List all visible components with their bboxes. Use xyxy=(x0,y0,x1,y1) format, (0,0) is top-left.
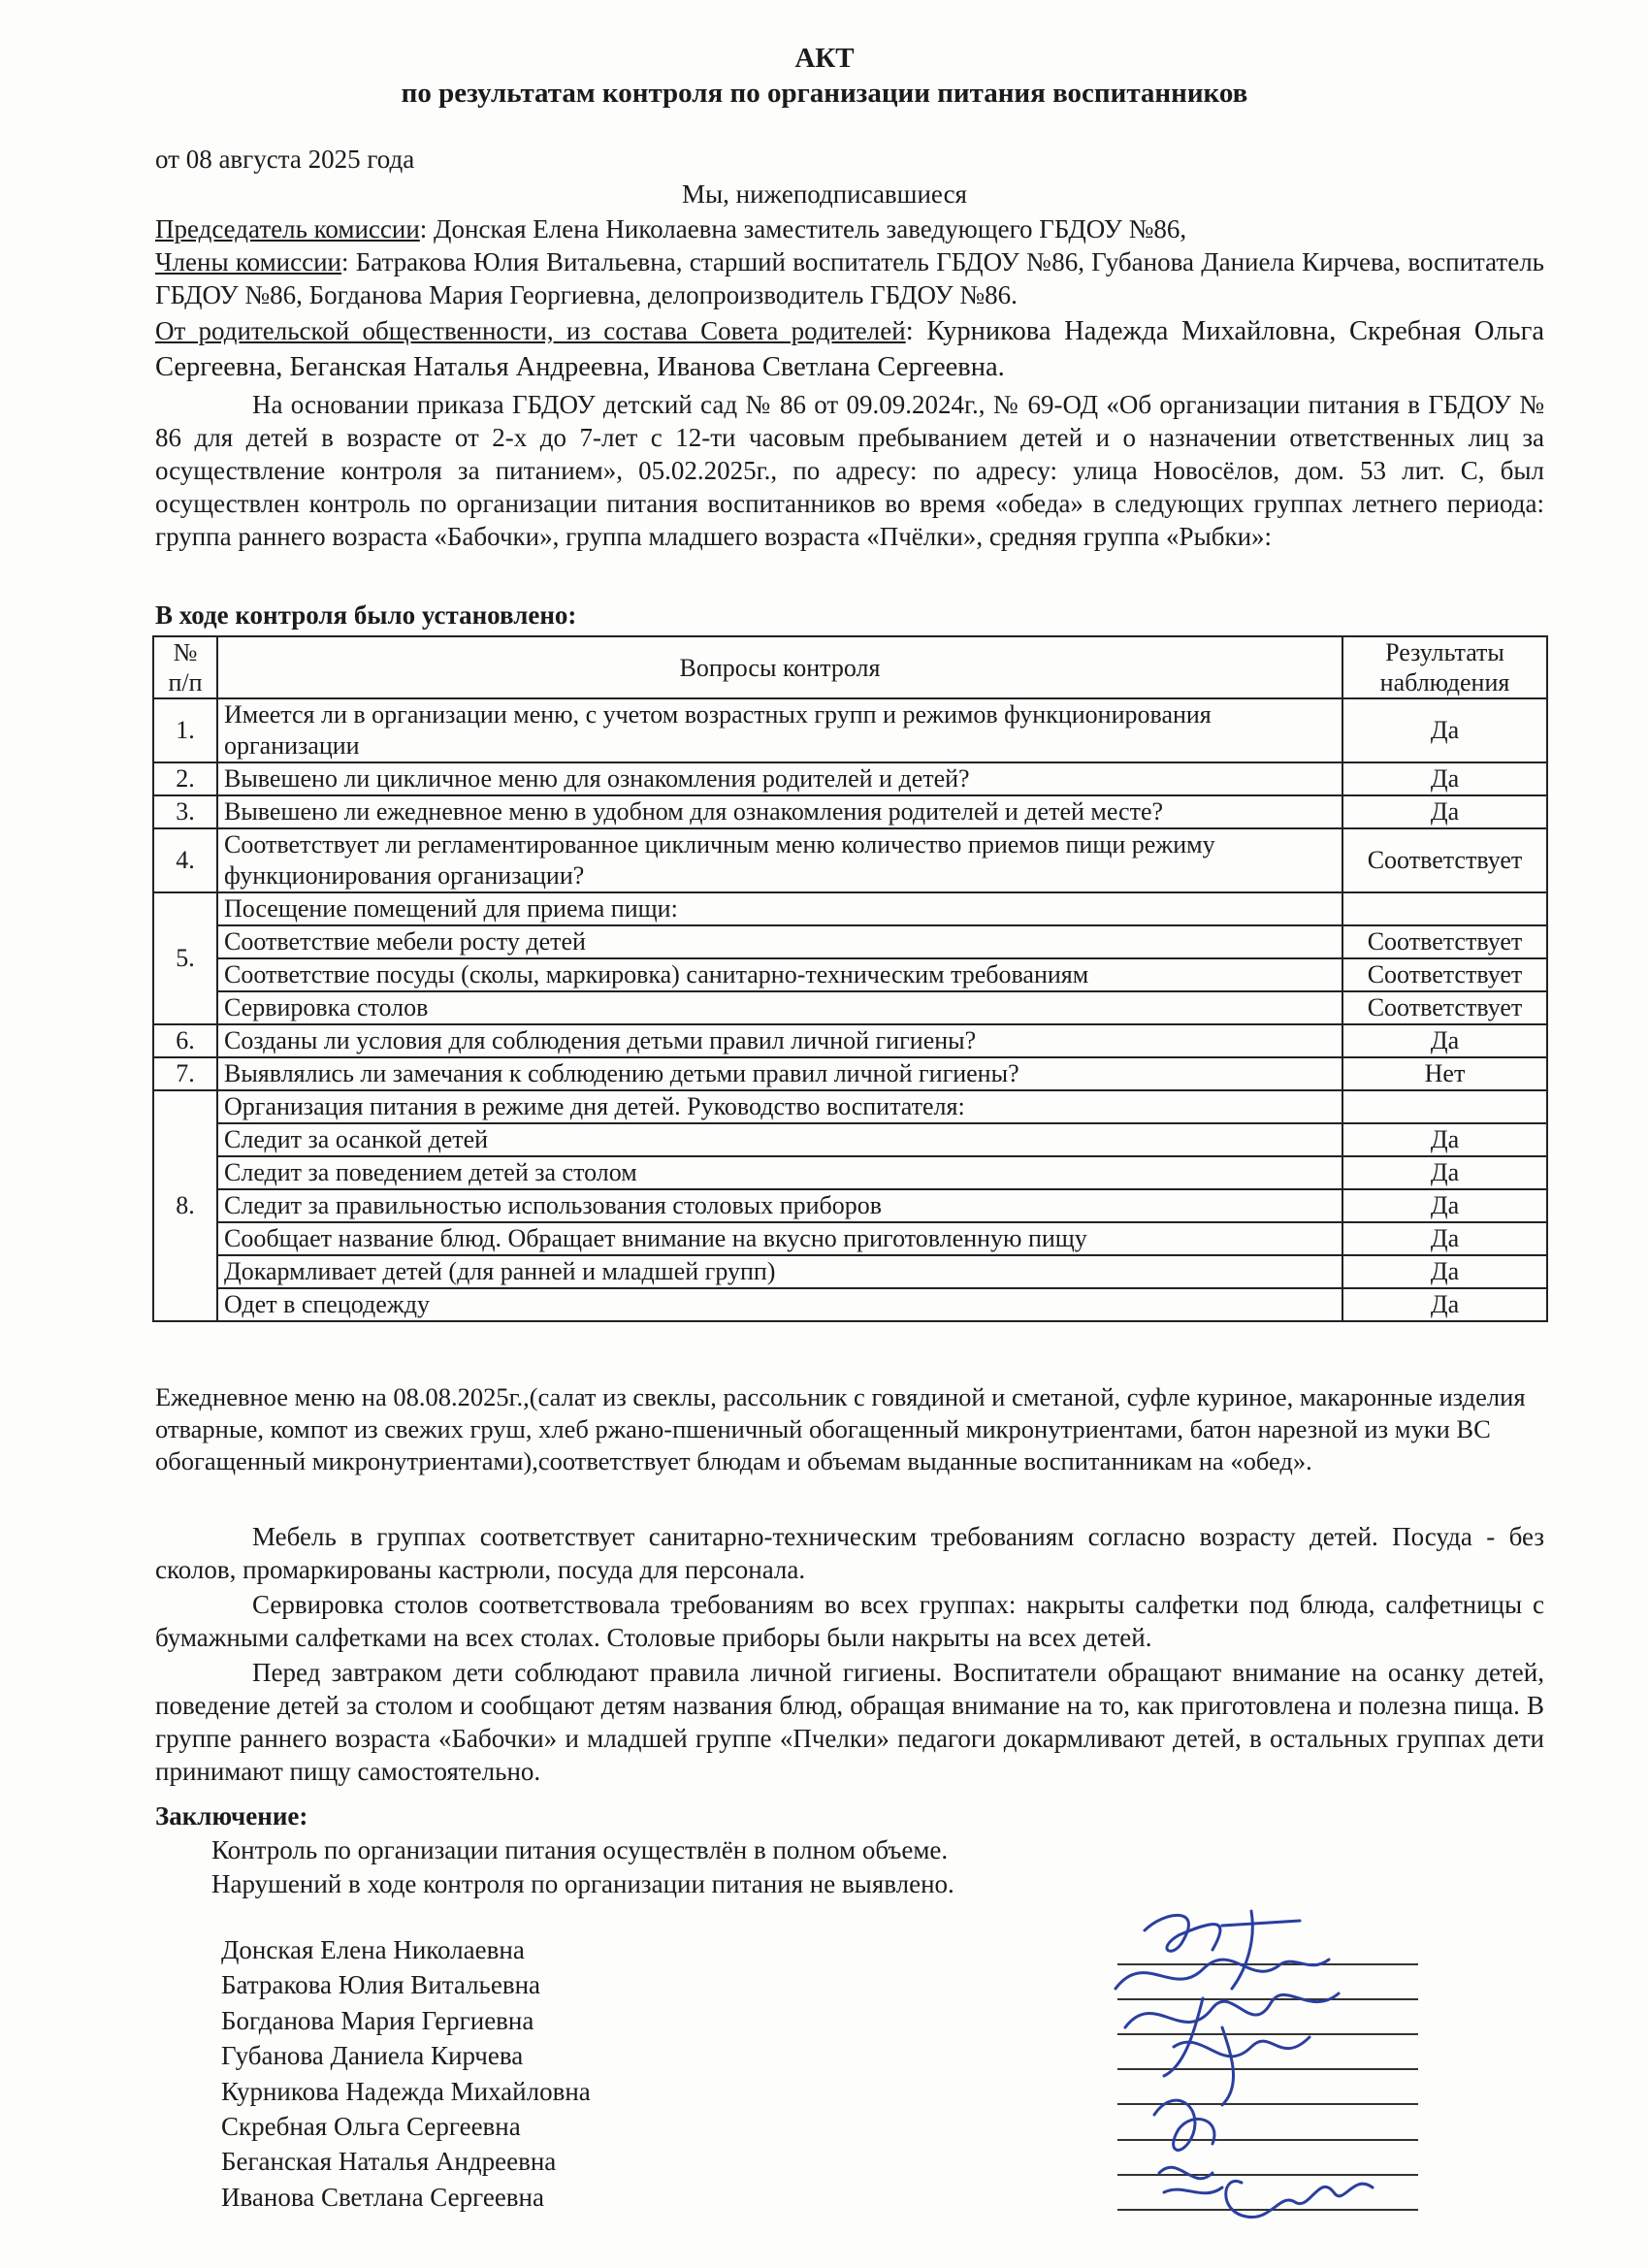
table-row xyxy=(153,1123,1547,1156)
parents-text: : Курникова Надежда Михайловна, Скребная Ольга Сергеевна, Беганская Наталья Андреевна, Иванова Светлана Сергеевна. xyxy=(155,316,1545,382)
chair-text: : Донская Елена Николаевна заместитель заведующего ГБДОУ №86, xyxy=(419,214,1187,243)
table-header-row xyxy=(153,636,1547,698)
table-row xyxy=(153,1024,1547,1057)
conclusion-text-1: Контроль по организации питания осуществлён в полном объеме. xyxy=(211,1835,949,1864)
furniture-paragraph: Мебель в группах соответствует санитарно-техническим требованиям согласно возрасту детей. Посуда - без сколов, промаркированы кастрюли, посуда для персонала. xyxy=(155,1522,1544,1584)
conclusion-text-2: Нарушений в ходе контроля по организации питания не выявлено. xyxy=(211,1869,954,1898)
signature-scribble xyxy=(1154,2100,1214,2150)
document-subtitle: по результатам контроля по организации питания воспитанников xyxy=(401,78,1248,109)
table-row xyxy=(153,892,1547,925)
parents-committee xyxy=(155,313,1544,385)
signature-scribble xyxy=(1116,1960,1329,1989)
row-question: Выявлялись ли замечания к соблюдению детьми правил личной гигиены? xyxy=(217,1057,1342,1090)
row-question: Одет в спецодежду xyxy=(217,1288,1342,1321)
row-question: Соответствие посуды (сколы, маркировка) санитарно-техническим требованиям xyxy=(217,958,1342,991)
signatory-name: Богданова Мария Гергиевна xyxy=(221,2005,534,2035)
row-question: Вывешено ли цикличное меню для ознакомления родителей и детей? xyxy=(217,762,1342,795)
row-question: Посещение помещений для приема пищи: xyxy=(217,892,1342,925)
signatory-name: Курникова Надежда Михайловна xyxy=(221,2076,591,2106)
row-result: Нет xyxy=(1342,1057,1547,1090)
chair-label: Председатель комиссии xyxy=(155,214,420,243)
row-num: 6. xyxy=(153,1024,217,1057)
signature-scribble xyxy=(1226,2181,1373,2217)
table-row xyxy=(153,991,1547,1024)
row-question: Сообщает название блюд. Обращает внимание на вкусно приготовленную пищу xyxy=(217,1222,1342,1255)
header-result: Результаты наблюдения xyxy=(1342,636,1547,698)
hygiene-paragraph: Перед завтраком дети соблюдают правила личной гигиены. Воспитатели обращают внимание на осанку детей, поведение детей за столом и сообщают детям названия блюд, обращая внимание на то, как приготовлена и полезна пища. В группе раннего возраста «Бабочки» и младшей группе «Пчелки» педагоги докармливают детей, в остальных группах дети принимают пищу самостоятельно. xyxy=(155,1658,1544,1786)
serving-paragraph: Сервировка столов соответствовала требованиям во всех группах: накрыты салфетки под блюда, салфетницы с бумажными салфетками на всех столах. Столовые приборы были накрыты на всех детей. xyxy=(155,1590,1544,1652)
row-num: 8. xyxy=(153,1090,217,1321)
row-num: 7. xyxy=(153,1057,217,1090)
table-row xyxy=(153,1288,1547,1321)
we-line: Мы, нижеподписавшиеся xyxy=(682,179,967,209)
table-row xyxy=(153,925,1547,958)
document-title: АКТ xyxy=(794,43,855,74)
signature-scribble xyxy=(1159,2167,1222,2193)
row-question: Созданы ли условия для соблюдения детьми правил личной гигиены? xyxy=(217,1024,1342,1057)
signatory-name: Губанова Даниела Кирчева xyxy=(221,2041,524,2071)
row-question: Соответствие мебели росту детей xyxy=(217,925,1342,958)
row-result: Да xyxy=(1342,1123,1547,1156)
signatory-name: Иванова Светлана Сергеевна xyxy=(221,2182,544,2212)
table-row xyxy=(153,1189,1547,1222)
signatory-name: Беганская Наталья Андреевна xyxy=(221,2147,557,2177)
table-row xyxy=(153,1090,1547,1123)
control-table xyxy=(152,635,1548,1322)
date-line: от 08 августа 2025 года xyxy=(155,145,415,174)
table-row xyxy=(153,795,1547,828)
signatory-name: Батракова Юлия Витальевна xyxy=(221,1970,541,2000)
row-question: Следит за осанкой детей xyxy=(217,1123,1342,1156)
row-question: Организация питания в режиме дня детей. Руководство воспитателя: xyxy=(217,1090,1342,1123)
table-row xyxy=(153,828,1547,892)
row-question: Следит за поведением детей за столом xyxy=(217,1156,1342,1189)
row-question: Имеется ли в организации меню, с учетом возрастных групп и режимов функционирования организации xyxy=(217,698,1342,762)
row-question: Следит за правильностью использования столовых приборов xyxy=(217,1189,1342,1222)
row-result: Соответствует xyxy=(1342,991,1547,1024)
table-row xyxy=(153,762,1547,795)
row-result: Соответствует xyxy=(1342,925,1547,958)
table-row xyxy=(153,698,1547,762)
row-result: Да xyxy=(1342,1255,1547,1288)
commission-members xyxy=(155,245,1544,311)
handwritten-signatures xyxy=(1086,1882,1436,2241)
row-question: Докармливает детей (для ранней и младшей групп) xyxy=(217,1255,1342,1288)
row-result: Да xyxy=(1342,698,1547,762)
established-heading: В ходе контроля было установлено: xyxy=(155,600,577,630)
row-result: Да xyxy=(1342,1024,1547,1057)
row-result: Да xyxy=(1342,762,1547,795)
row-result xyxy=(1342,892,1547,925)
row-result: Соответствует xyxy=(1342,958,1547,991)
row-result: Да xyxy=(1342,795,1547,828)
table-row xyxy=(153,1222,1547,1255)
header-question: Вопросы контроля xyxy=(217,636,1342,698)
table-row xyxy=(153,1057,1547,1090)
row-result: Да xyxy=(1342,1288,1547,1321)
row-num: 5. xyxy=(153,892,217,1024)
row-result: Да xyxy=(1342,1222,1547,1255)
row-question: Соответствует ли регламентированное цикличным меню количество приемов пищи режиму функционирования организации? xyxy=(217,828,1342,892)
row-num: 1. xyxy=(153,698,217,762)
row-result: Да xyxy=(1342,1156,1547,1189)
row-num: 4. xyxy=(153,828,217,892)
row-result: Соответствует xyxy=(1342,828,1547,892)
row-num: 2. xyxy=(153,762,217,795)
parents-label: От родительской общественности, из состава Совета родителей xyxy=(155,316,906,345)
row-result: Да xyxy=(1342,1189,1547,1222)
row-question: Сервировка столов xyxy=(217,991,1342,1024)
signature-scribble xyxy=(1174,2027,1310,2105)
commission-chair xyxy=(155,212,1186,245)
row-num: 3. xyxy=(153,795,217,828)
menu-paragraph: Ежедневное меню на 08.08.2025г.,(салат из свеклы, рассольник с говядиной и сметаной, суфле куриное, макаронные изделия отварные, компот из свежих груш, хлеб ржано-пшеничный обогащенный микронутриентами, батон нарезной из муки ВС обогащенный микронутриентами),соответствует блюдам и объемам выданные воспитанникам на «обед». xyxy=(155,1382,1526,1475)
table-row xyxy=(153,1156,1547,1189)
row-question: Вывешено ли ежедневное меню в удобном для ознакомления родителей и детей месте? xyxy=(217,795,1342,828)
conclusion-heading: Заключение: xyxy=(155,1801,308,1831)
members-text: : Батракова Юлия Витальевна, старший воспитатель ГБДОУ №86, Губанова Даниела Кирчева, воспитатель ГБДОУ №86, Богданова Мария Георгиевна, делопроизводитель ГБДОУ №86. xyxy=(155,247,1544,309)
row-result xyxy=(1342,1090,1547,1123)
members-label: Члены комиссии xyxy=(155,247,341,276)
signatories-list xyxy=(221,1932,591,2215)
signatory-name: Скребная Ольга Сергеевна xyxy=(221,2112,521,2142)
signatory-name: Донская Елена Николаевна xyxy=(221,1935,525,1964)
table-row xyxy=(153,958,1547,991)
header-num: № п/п xyxy=(153,636,217,698)
table-row xyxy=(153,1255,1547,1288)
basis-paragraph: На основании приказа ГБДОУ детский сад № 86 от 09.09.2024г., № 69-ОД «Об организации питания в ГБДОУ № 86 для детей в возрасте от 2-х до 7-лет с 12-ти часовым пребыванием детей и о назначении ответственных лиц за осуществление контроля за питанием», 05.02.2025г., по адресу: по адресу: улица Новосёлов, дом. 53 лит. С, был осуществлен контроль по организации питания воспитанников во время «обеда» в следующих группах летнего периода: группа раннего возраста «Бабочки», группа младшего возраста «Пчёлки», средняя группа «Рыбки»: xyxy=(155,390,1544,551)
